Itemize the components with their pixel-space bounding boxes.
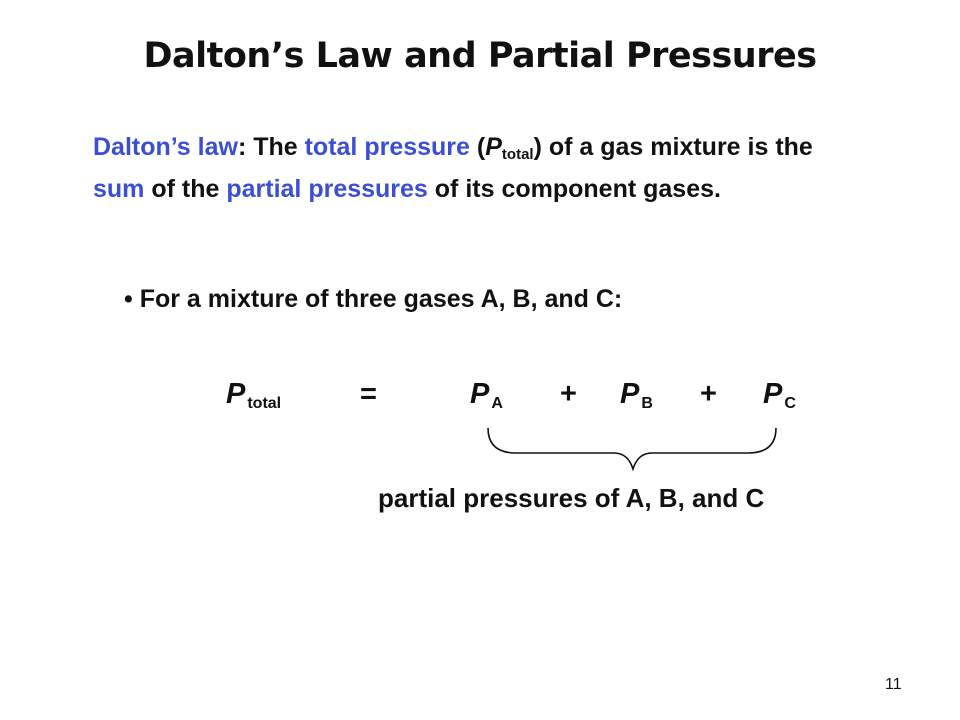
symbol-p: P bbox=[485, 133, 502, 161]
eq-b-subscript: B bbox=[641, 395, 653, 412]
eq-p-total bbox=[226, 376, 281, 417]
bullet-item bbox=[124, 285, 622, 314]
eq-total-subscript: total bbox=[247, 395, 282, 412]
page-number: 11 bbox=[885, 676, 902, 693]
brace-label: partial pressures of A, B, and C bbox=[378, 483, 765, 513]
eq-a-subscript: A bbox=[491, 395, 503, 412]
eq-p-a bbox=[470, 376, 503, 417]
bullet-marker: • bbox=[124, 285, 133, 313]
eq-plus-1: + bbox=[560, 378, 577, 410]
eq-c-subscript: C bbox=[784, 395, 796, 412]
paren-open: ( bbox=[469, 133, 486, 161]
eq-p-c bbox=[763, 376, 796, 417]
eq-p-symbol: P bbox=[470, 378, 490, 410]
subscript-total: total bbox=[501, 146, 534, 163]
eq-p-symbol: P bbox=[763, 378, 783, 410]
term-daltons-law: Dalton’s law bbox=[93, 133, 238, 161]
term-total-pressure: total pressure bbox=[304, 133, 470, 161]
curly-brace-icon bbox=[478, 425, 788, 475]
definition-of-the: of the bbox=[144, 175, 227, 203]
term-sum: sum bbox=[93, 175, 145, 203]
eq-plus-2: + bbox=[700, 378, 717, 410]
eq-p-symbol: P bbox=[226, 378, 246, 410]
slide-title: Dalton’s Law and Partial Pressures bbox=[143, 36, 817, 76]
definition-middle: ) of a gas mixture is the bbox=[533, 133, 813, 161]
definition-text bbox=[93, 128, 853, 209]
definition-colon: : The bbox=[237, 133, 305, 161]
eq-p-b bbox=[620, 376, 653, 417]
term-partial-pressures: partial pressures bbox=[226, 175, 428, 203]
eq-p-symbol: P bbox=[620, 378, 640, 410]
eq-equals: = bbox=[360, 378, 377, 410]
definition-tail: of its component gases. bbox=[427, 175, 721, 203]
bullet-text: For a mixture of three gases A, B, and C: bbox=[139, 285, 623, 313]
